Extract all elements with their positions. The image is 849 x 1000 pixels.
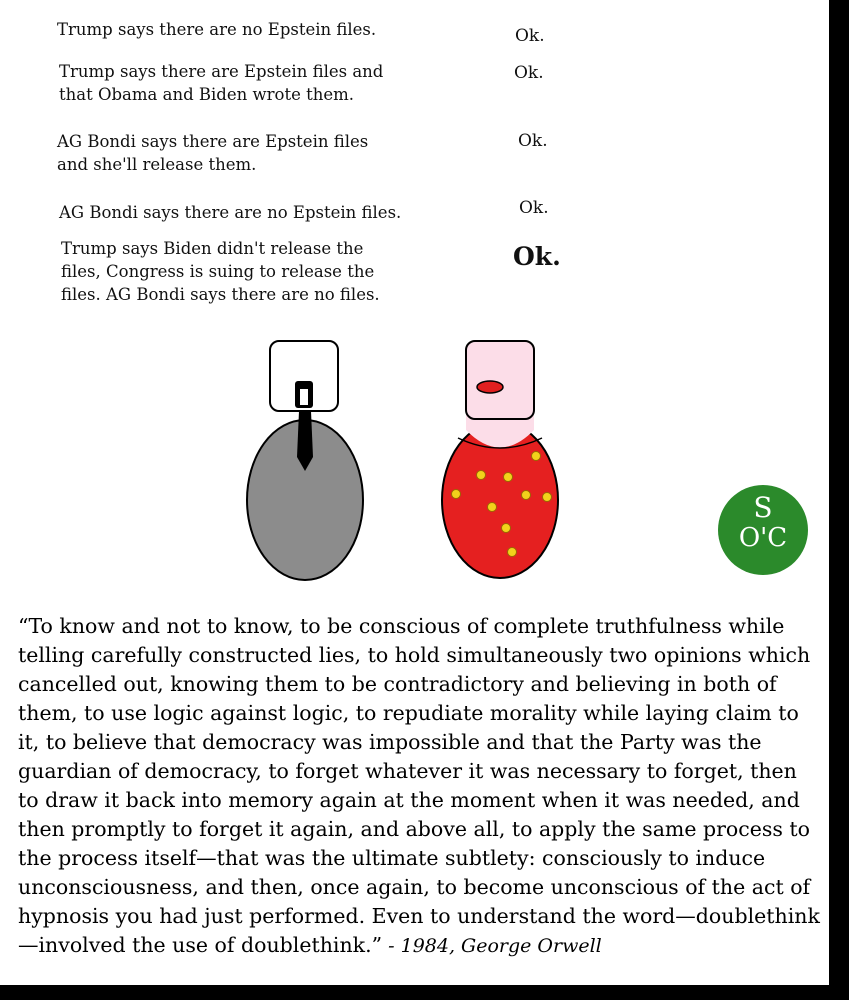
reply-4: Ok.	[519, 198, 549, 218]
reply-2: Ok.	[514, 63, 544, 83]
dress-dot	[488, 503, 497, 512]
dress-dot	[502, 524, 511, 533]
logo-letter-top: S	[753, 491, 773, 524]
dress-dot	[508, 548, 517, 557]
orwell-quote	[18, 612, 823, 961]
quote-attribution: - 1984, George Orwell	[382, 935, 602, 957]
soc-logo	[718, 485, 808, 575]
reply-5: Ok.	[513, 242, 561, 271]
woman-head	[466, 341, 534, 419]
reply-1: Ok.	[515, 26, 545, 46]
statement-2: Trump says there are Epstein files and that Obama and Biden wrote them.	[59, 62, 384, 104]
logo-letters-bottom: O'C	[738, 523, 788, 553]
reply-3: Ok.	[518, 131, 548, 151]
statement-3: AG Bondi says there are Epstein files and she'll release them.	[57, 132, 369, 174]
quote-text: “To know and not to know, to be conscious of complete truthfulness while telling carefully constructed lies, to hold simultaneously two opinions which cancelled out, knowing them to be contradictory and believing in both of them, to use logic against logic, to repudiate morality while laying claim to it, to believe that democracy was impossible and that the Party was the guardian of democracy, to forget whatever it was necessary to forget, then to draw it back into memory again at the moment when it was needed, and then promptly to forget it again, and above all, to apply the same process to the process itself—that was the ultimate subtlety: consciously to induce unconsciousness, and then, once again, to become unconscious of the act of hypnosis you had just performed. Even to understand the word—doublethink—involved the use of doublethink.”	[18, 614, 820, 957]
man-figure	[247, 341, 363, 580]
dress-dot	[504, 473, 513, 482]
dress-dot	[477, 471, 486, 480]
woman-figure	[442, 341, 558, 578]
dress-dot	[452, 490, 461, 499]
woman-lips	[477, 381, 503, 393]
man-mouth-inner	[300, 389, 308, 405]
figures-illustration	[0, 330, 600, 590]
dress-dot	[532, 452, 541, 461]
statement-4: AG Bondi says there are no Epstein files.	[59, 203, 402, 222]
dress-dot	[543, 493, 552, 502]
statement-5: Trump says Biden didn't release the files, Congress is suing to release the files. AG Bondi says there are no files.	[61, 239, 380, 304]
dress-dot	[522, 491, 531, 500]
statement-1: Trump says there are no Epstein files.	[57, 20, 377, 39]
